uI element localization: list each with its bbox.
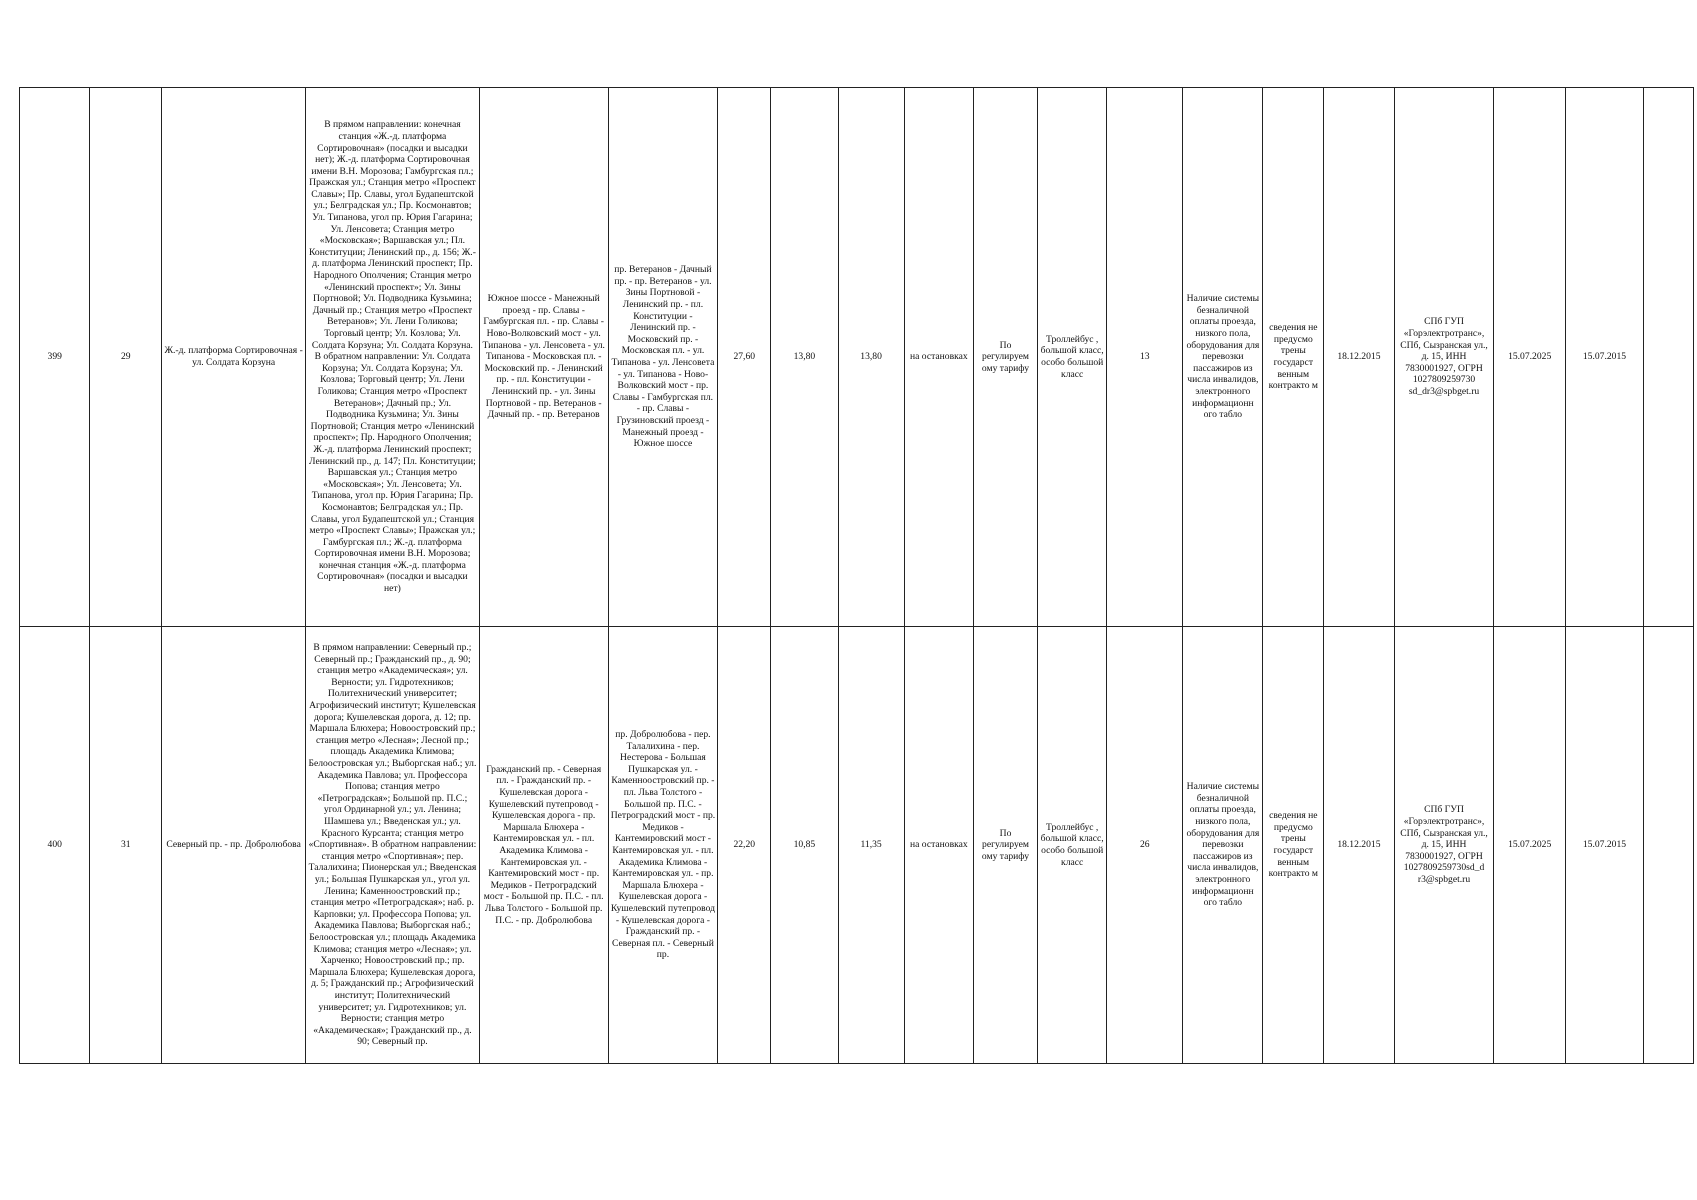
streets-forward: Гражданский пр. - Северная пл. - Гражданский пр. - Кушелевская дорога - Кушелевский путепровод - Кушелевская дорога - пр. Маршала Блюхера - Кантемировская ул. - пл. Академика Климова - Кантемировская ул. - Кантемировский мост - пр. Медиков - Петроградский мост - Большой пр. П.С. - пл. Льва Толстого - Большой пр. П.С. - пр. Добролюбова xyxy=(479,627,608,1064)
date-b: 15.07.2015 xyxy=(1565,88,1643,627)
vehicle-count: 13 xyxy=(1107,88,1183,627)
table-row xyxy=(20,88,1694,627)
vehicle-class: Троллейбус , большой класс, особо большой класс xyxy=(1037,627,1106,1064)
registration-number: 400 xyxy=(20,627,90,1064)
route-length-forward: 10,85 xyxy=(771,627,838,1064)
stops-text: В прямом направлении: Северный пр.; Северный пр.; Гражданский пр., д. 90; станция метро «Академическая»; ул. Верности; ул. Гидротехников; Политехнический университет; Агрофизический институт; Кушелевская дорога; Кушелевская дорога, д. 12; пр. Маршала Блюхера; Новоостровский пр.; станция метро «Лесная»; Лесной пр.; площадь Академика Климова; Белоостровская ул.; Выборгская наб.; ул. Академика Павлова; ул. Профессора Попова; станция метро «Петроградская»; Большой пр. П.С.; угол Ординарной ул.; ул. Ленина; Шамшева ул.; Введенская ул.; ул. Красного Курсанта; станция метро «Спортивная». В обратном направлении: станция метро «Спортивная»; пер. Талалихина; Пионерская ул.; Введенская ул.; Большая Пушкарская ул., угол ул. Ленина; Каменноостровский пр.; станция метро «Петроградская»; наб. р. Карповки; ул. Профессора Попова; ул. Академика Павлова; Выборгская наб.; Белоостровская ул.; площадь Академика Климова; станция метро «Лесная»; ул. Харченко; Новоостровский пр.; пр. Маршала Блюхера; Кушелевская дорога, д. 5; Гражданский пр.; Агрофизический институт; Политехнический университет; ул. Гидротехников; ул. Верности; станция метро «Академическая»; Гражданский пр., д. 90; Северный пр. xyxy=(308,642,477,1048)
vehicle-class: Троллейбус , большой класс, особо большой класс xyxy=(1037,88,1106,627)
tariff-type: По регулируем ому тарифу xyxy=(974,627,1038,1064)
note-cell xyxy=(1643,627,1693,1064)
date-a: 15.07.2025 xyxy=(1494,627,1566,1064)
registry-sheet xyxy=(19,87,1694,1064)
vehicle-count: 26 xyxy=(1107,627,1183,1064)
route-length-total: 27,60 xyxy=(718,88,771,627)
stops-list xyxy=(306,88,479,627)
route-number: 31 xyxy=(90,627,162,1064)
route-length-backward: 13,80 xyxy=(838,88,904,627)
contract-info: сведения не предусмо трены государст венным контракто м xyxy=(1263,627,1324,1064)
stops-list xyxy=(306,627,479,1064)
vehicle-features: Наличие системы безналичной оплаты проезда, низкого пола, оборудования для перевозки пассажиров из числа инвалидов, электронного информационн ого табло xyxy=(1183,88,1263,627)
tariff-type: По регулируем ому тарифу xyxy=(974,88,1038,627)
route-name: Северный пр. - пр. Добролюбова xyxy=(162,627,306,1064)
route-name: Ж.-д. платформа Сортировочная - ул. Солдата Корзуна xyxy=(162,88,306,627)
route-length-total: 22,20 xyxy=(718,627,771,1064)
streets-forward: Южное шоссе - Манежный проезд - пр. Славы - Гамбургская пл. - пр. Славы - Ново-Волковский мост - ул. Типанова - ул. Ленсовета - ул. Типанова - Московская пл. - Московский пр. - Ленинский пр. - пл. Конституции - Ленинский пр. - ул. Зины Портновой - пр. Ветеранов - Дачный пр. - пр. Ветеранов xyxy=(479,88,608,627)
route-registry-table xyxy=(19,87,1694,1064)
streets-backward: пр. Ветеранов - Дачный пр. - пр. Ветеранов - ул. Зины Портновой - Ленинский пр. - пл. Конституции - Ленинский пр. - Московский пр. - Московская пл. - ул. Типанова - ул. Ленсовета - ул. Типанова - Ново-Волковский мост - пр. Славы - Гамбургская пл. - пр. Славы - Грузиновский проезд - Манежный проезд - Южное шоссе xyxy=(608,88,718,627)
boarding-order: на остановках xyxy=(904,88,973,627)
start-date: 18.12.2015 xyxy=(1324,88,1394,627)
route-length-backward: 11,35 xyxy=(838,627,904,1064)
boarding-order: на остановках xyxy=(904,627,973,1064)
date-a: 15.07.2025 xyxy=(1494,88,1566,627)
contract-info: сведения не предусмо трены государст венным контракто м xyxy=(1263,88,1324,627)
stops-text: В прямом направлении: конечная станция «Ж.-д. платформа Сортировочная» (посадки и высадки нет); Ж.-д. платформа Сортировочная имени В.Н. Морозова; Гамбургская пл.; Пражская ул.; Станция метро «Проспект Славы»; Пр. Славы, угол Будапештской ул.; Белградская ул.; Пр. Космонавтов; Ул. Типанова, угол пр. Юрия Гагарина; Ул. Ленсовета; Станция метро «Московская»; Варшавская ул.; Пл. Конституции; Ленинский пр., д. 156; Ж.-д. платформа Ленинский проспект; Пр. Народного Ополчения; Станция метро «Ленинский проспект»; Ул. Зины Портновой; Ул. Подводника Кузьмина; Дачный пр.; Станция метро «Проспект Ветеранов»; Ул. Лени Голикова; Торговый центр; Ул. Козлова; Ул. Солдата Корзуна; Ул. Солдата Корзуна. В обратном направлении: Ул. Солдата Корзуна; Ул. Солдата Корзуна; Ул. Козлова; Торговый центр; Ул. Лени Голикова; Станция метро «Проспект Ветеранов»; Дачный пр.; Ул. Подводника Кузьмина; Ул. Зины Портновой; Станция метро «Ленинский проспект»; Пр. Народного Ополчения; Ж.-д. платформа Ленинский проспект; Ленинский пр., д. 147; Пл. Конституции; Варшавская ул.; Станция метро «Московская»; Ул. Ленсовета; Ул. Типанова, угол пр. Юрия Гагарина; Пр. Космонавтов; Белградская ул.; Пр. Славы, угол Будапештской ул.; Станция метро «Проспект Славы»; Пражская ул.; Гамбургская пл.; Ж.-д. платформа Сортировочная имени В.Н. Морозова; конечная станция «Ж.-д. платформа Сортировочная» (посадки и высадки нет) xyxy=(308,119,476,595)
note-cell xyxy=(1643,88,1693,627)
carrier-info: СПб ГУП «Горэлектротранс», СПб, Сызранская ул., д. 15, ИНН 7830001927, ОГРН 1027809259730sd_d r3@spbget.ru xyxy=(1394,627,1494,1064)
start-date: 18.12.2015 xyxy=(1324,627,1394,1064)
vehicle-features: Наличие системы безналичной оплаты проезда, низкого пола, оборудования для перевозки пассажиров из числа инвалидов, электронного информационн ого табло xyxy=(1183,627,1263,1064)
route-length-forward: 13,80 xyxy=(771,88,838,627)
registration-number: 399 xyxy=(20,88,90,627)
table-row xyxy=(20,627,1694,1064)
streets-backward: пр. Добролюбова - пер. Талалихина - пер. Нестерова - Большая Пушкарская ул. - Каменноостровский пр. - пл. Льва Толстого - Большой пр. П.С. - Петроградский мост - пр. Медиков - Кантемировский мост - Кантемировская ул. - пл. Академика Климова - Кантемировская ул. - пр. Маршала Блюхера - Кушелевская дорога - Кушелевский путепровод - Кушелевская дорога - Гражданский пр. - Северная пл. - Северный пр. xyxy=(608,627,718,1064)
route-number: 29 xyxy=(90,88,162,627)
carrier-info: СПб ГУП «Горэлектротранс», СПб, Сызранская ул., д. 15, ИНН 7830001927, ОГРН 1027809259730 sd_dr3@spbget.ru xyxy=(1394,88,1494,627)
date-b: 15.07.2015 xyxy=(1565,627,1643,1064)
